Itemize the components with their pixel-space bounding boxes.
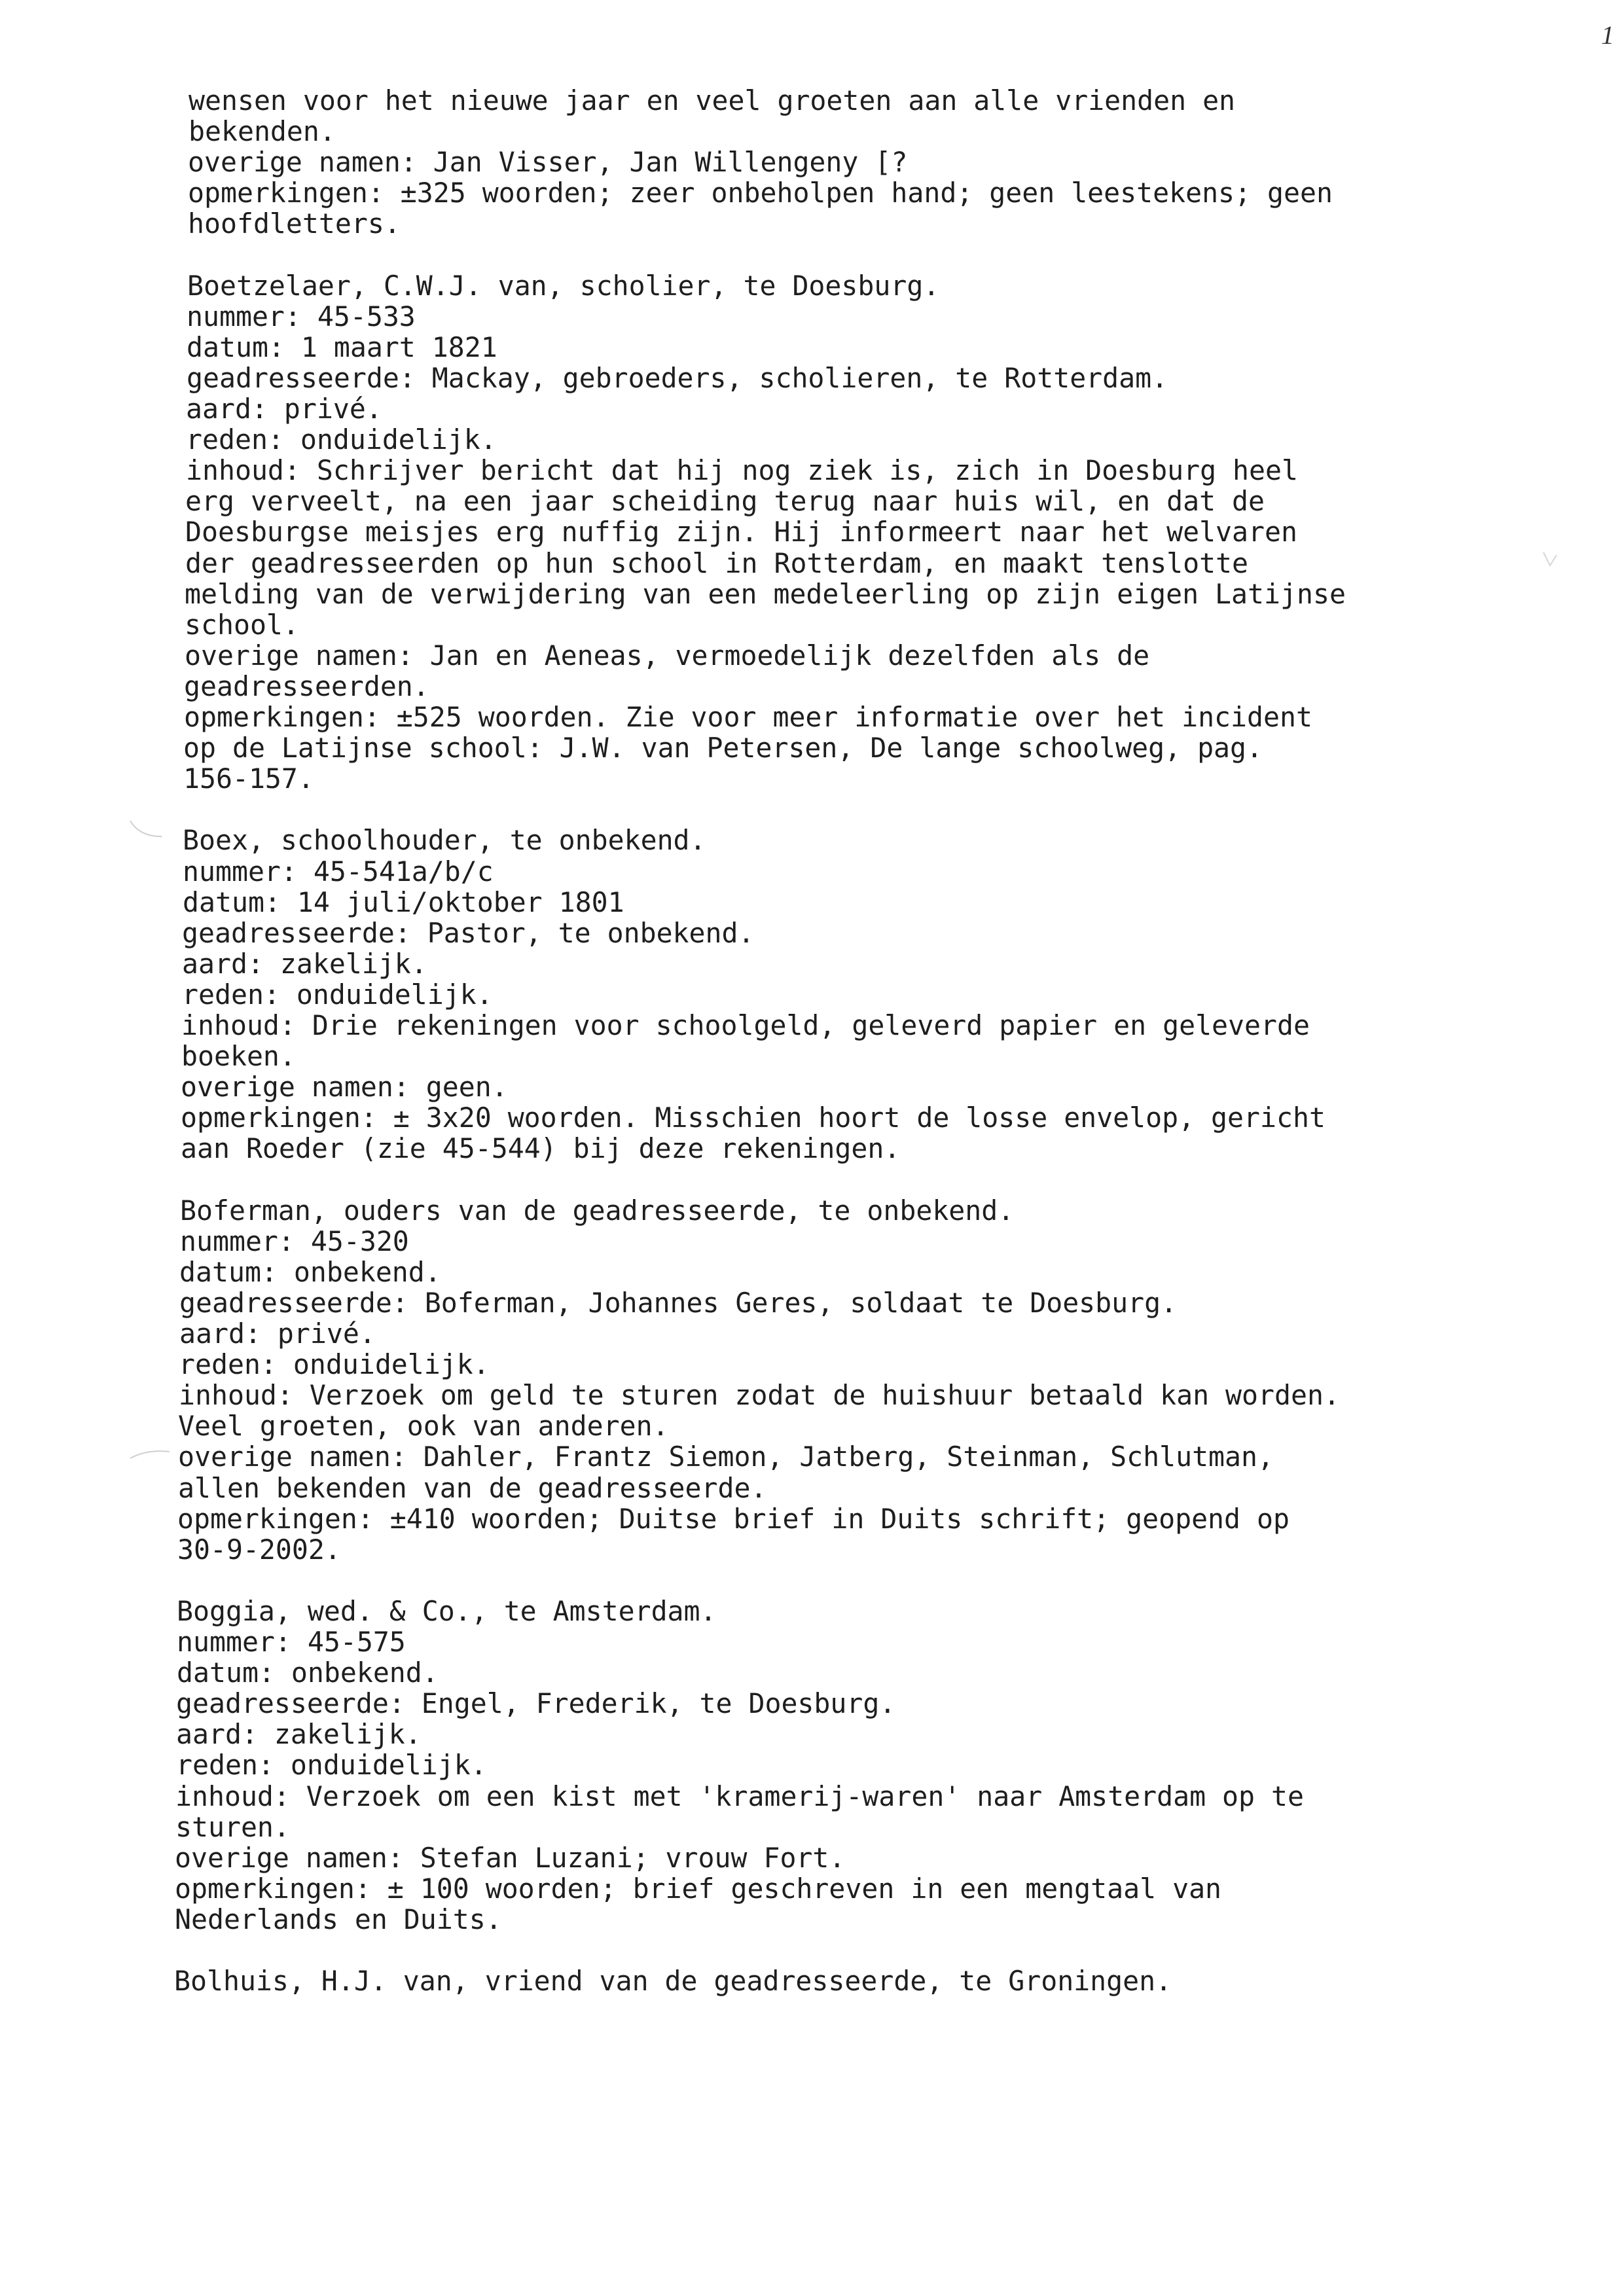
text-line: inhoud: Verzoek om een kist met 'kramerij-waren' naar Amsterdam op te bbox=[175, 1780, 1304, 1812]
text-line: melding van de verwijdering van een medeleerling op zijn eigen Latijnse bbox=[185, 578, 1346, 610]
text-line: opmerkingen: ±325 woorden; zeer onbeholpen hand; geen leestekens; geen bbox=[188, 177, 1333, 209]
text-line: school. bbox=[185, 609, 299, 641]
text-line: wensen voor het nieuwe jaar en veel groeten aan alle vrienden en bbox=[189, 84, 1236, 117]
scan-mark bbox=[128, 1445, 173, 1465]
text-line: overige namen: Stefan Luzani; vrouw Fort. bbox=[175, 1842, 846, 1874]
text-line: reden: onduidelijk. bbox=[176, 1749, 487, 1781]
scan-mark bbox=[128, 817, 167, 843]
text-line: geadresseerde: Boferman, Johannes Geres, soldaat te Doesburg. bbox=[179, 1287, 1178, 1319]
text-line: Bolhuis, H.J. van, vriend van de geadresseerde, te Groningen. bbox=[174, 1965, 1172, 1997]
text-line: Boferman, ouders van de geadresseerde, te onbekend. bbox=[180, 1194, 1015, 1227]
text-line: nummer: 45-575 bbox=[177, 1626, 406, 1658]
text-line: datum: 1 maart 1821 bbox=[187, 331, 497, 363]
text-line: aan Roeder (zie 45-544) bij deze rekeningen. bbox=[181, 1132, 901, 1164]
text-line: inhoud: Verzoek om geld te sturen zodat de huishuur betaald kan worden. bbox=[179, 1379, 1340, 1411]
text-line: sturen. bbox=[175, 1811, 290, 1843]
text-line: hoofdletters. bbox=[188, 207, 401, 240]
text-line: der geadresseerden op hun school in Rotterdam, en maakt tenslotte bbox=[185, 547, 1249, 579]
text-line: opmerkingen: ± 3x20 woorden. Misschien hoort de losse envelop, gericht bbox=[181, 1102, 1326, 1134]
text-line: Boetzelaer, C.W.J. van, scholier, te Doesburg. bbox=[187, 270, 940, 302]
text-line: aard: zakelijk. bbox=[182, 948, 427, 980]
text-line: Doesburgse meisjes erg nuffig zijn. Hij informeert naar het welvaren bbox=[185, 516, 1297, 548]
text-line: opmerkingen: ±525 woorden. Zie voor meer informatie over het incident bbox=[184, 701, 1312, 733]
text-line: Veel groeten, ook van anderen. bbox=[178, 1410, 669, 1442]
text-line: Boex, schoolhouder, te onbekend. bbox=[183, 824, 706, 856]
text-line: bekenden. bbox=[189, 115, 336, 147]
text-line: nummer: 45-320 bbox=[180, 1225, 409, 1257]
text-line: datum: onbekend. bbox=[179, 1256, 441, 1288]
text-line: Boggia, wed. & Co., te Amsterdam. bbox=[177, 1595, 717, 1627]
text-line: aard: privé. bbox=[179, 1318, 376, 1350]
text-line: reden: onduidelijk. bbox=[182, 978, 493, 1011]
text-line: datum: onbekend. bbox=[177, 1657, 439, 1689]
scan-mark bbox=[1540, 548, 1559, 575]
text-line: aard: zakelijk. bbox=[176, 1718, 422, 1750]
text-line: nummer: 45-541a/b/c bbox=[183, 855, 494, 888]
page-number: 1 bbox=[1601, 20, 1614, 50]
text-line: geadresseerde: Engel, Frederik, te Doesburg. bbox=[176, 1687, 896, 1719]
text-line: opmerkingen: ± 100 woorden; brief geschreven in een mengtaal van bbox=[175, 1873, 1222, 1905]
text-line: overige namen: geen. bbox=[181, 1071, 508, 1103]
text-line: geadresseerden. bbox=[184, 670, 429, 702]
text-line: opmerkingen: ±410 woorden; Duitse brief in Duits schrift; geopend op bbox=[177, 1503, 1290, 1535]
text-line: overige namen: Jan Visser, Jan Willengeny [? bbox=[188, 146, 908, 178]
text-line: aard: privé. bbox=[186, 393, 382, 425]
text-line: overige namen: Jan en Aeneas, vermoedelijk dezelfden als de bbox=[185, 639, 1150, 672]
text-line: geadresseerde: Mackay, gebroeders, scholieren, te Rotterdam. bbox=[187, 362, 1168, 394]
text-line: Nederlands en Duits. bbox=[175, 1903, 502, 1935]
text-line: reden: onduidelijk. bbox=[179, 1348, 490, 1380]
text-line: op de Latijnse school: J.W. van Petersen, De lange schoolweg, pag. bbox=[183, 732, 1263, 764]
text-line: overige namen: Dahler, Frantz Siemon, Jatberg, Steinman, Schlutman, bbox=[178, 1441, 1274, 1473]
text-line: inhoud: Schrijver bericht dat hij nog ziek is, zich in Doesburg heel bbox=[186, 454, 1298, 486]
text-line: boeken. bbox=[181, 1040, 296, 1072]
text-line: 156-157. bbox=[183, 762, 314, 795]
text-line: erg verveelt, na een jaar scheiding terug naar huis wil, en dat de bbox=[185, 485, 1265, 517]
text-line: geadresseerde: Pastor, te onbekend. bbox=[182, 917, 755, 949]
text-line: nummer: 45-533 bbox=[187, 300, 416, 332]
text-line: allen bekenden van de geadresseerde. bbox=[178, 1472, 767, 1504]
text-line: 30-9-2002. bbox=[177, 1534, 341, 1566]
text-line: reden: onduidelijk. bbox=[186, 423, 497, 456]
text-line: datum: 14 juli/oktober 1801 bbox=[183, 886, 624, 918]
text-line: inhoud: Drie rekeningen voor schoolgeld, geleverd papier en geleverde bbox=[181, 1009, 1310, 1041]
